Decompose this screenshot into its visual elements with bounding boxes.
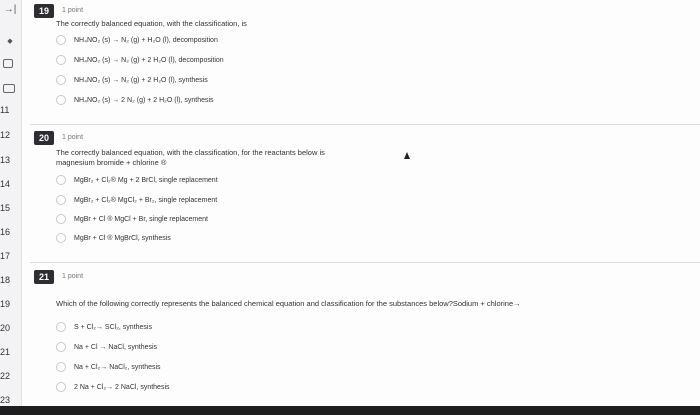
answer-option-label: S + Cl₂→ SCl₂, synthesis [74,323,152,331]
answer-option[interactable] [56,360,161,374]
question-number-badge: 21 [34,270,54,284]
sidebar-item-13[interactable]: 13 [0,155,11,165]
sidebar-item-11[interactable]: 11 [0,105,10,115]
answer-option[interactable] [56,340,157,354]
answer-option-label: NH₄NO₂ (s) → N₂ (g) + 2 H₂O (l), synthesis [74,76,208,84]
answer-option-label: Na + Cl → NaCl, synthesis [74,343,158,351]
answer-option[interactable] [56,231,171,245]
radio-button[interactable] [56,382,66,392]
answer-option-label: MgBr₂ + Cl₂® Mg + 2 BrCl, single replacement [74,176,218,184]
sidebar-item-19[interactable]: 19 [0,299,11,309]
question-number-badge: 19 [34,4,54,18]
question-divider [30,124,700,125]
answer-option-label: MgBr + Cl ® MgCl + Br, single replacement [74,215,208,223]
sidebar-item-16[interactable]: 16 [0,227,11,237]
question-points: 1 point [62,273,84,280]
sidebar-item-17[interactable]: 17 [0,251,11,261]
answer-option-label: MgBr₂ + Cl₂® MgCl₂ + Br₂, single replacement [74,196,218,204]
question-points: 1 point [62,7,84,14]
radio-button[interactable] [56,175,66,185]
answer-option-label: NH₄NO₂ (s) → 2 N₂ (g) + 2 H₂O (l), synthesis [74,96,214,104]
question-text: Which of the following correctly represents the balanced chemical equation and classification for the substances below?Sodium + chlorine→ [56,299,521,308]
answer-option-label: 2 Na + Cl₂→ 2 NaCl, synthesis [74,383,170,391]
radio-button[interactable] [56,322,66,332]
answer-option[interactable] [56,320,152,334]
question-points: 1 point [62,134,84,141]
bookmark-icon[interactable] [3,59,13,68]
answer-option[interactable] [56,73,208,87]
question-number-badge: 20 [34,131,54,145]
answer-option-label: NH₄NO₂ (s) → N₂ (g) + 2 H₂O (l), decomposition [74,56,224,64]
answer-option-label: NH₄NO₂ (s) → N₂ (g) + H₂O (l), decomposition [74,36,218,44]
sidebar-item-23[interactable]: 23 [0,395,11,405]
question-text-line2: magnesium bromide + chlorine ® [56,158,167,167]
radio-button[interactable] [56,195,66,205]
question-text: The correctly balanced equation, with the classification, for the reactants below is [56,148,325,157]
question-text: The correctly balanced equation, with the classification, is [56,19,247,28]
answer-option[interactable] [56,173,218,187]
sidebar-item-12[interactable]: 12 [0,130,11,140]
mouse-cursor-icon [404,152,410,159]
answer-option[interactable] [56,33,218,47]
radio-button[interactable] [56,362,66,372]
pin-icon[interactable]: ◆ [7,38,13,45]
sidebar-item-20[interactable]: 20 [0,323,11,333]
sidebar-item-15[interactable]: 15 [0,203,11,213]
sidebar-item-22[interactable]: 22 [0,371,11,381]
answer-option-label: MgBr + Cl ® MgBrCl, synthesis [74,234,171,242]
collapse-icon[interactable]: →| [3,4,17,15]
answer-option[interactable] [56,380,170,394]
answer-option-label: Na + Cl₂→ NaCl₂, synthesis [74,363,161,371]
radio-button[interactable] [56,95,66,105]
radio-button[interactable] [56,233,66,243]
radio-button[interactable] [56,55,66,65]
bottom-bezel [0,406,700,415]
sidebar-item-18[interactable]: 18 [0,275,11,285]
radio-button[interactable] [56,214,66,224]
answer-option[interactable] [56,93,214,107]
list-icon[interactable] [3,84,15,93]
sidebar-item-21[interactable]: 21 [0,347,11,357]
radio-button[interactable] [56,342,66,352]
sidebar-item-14[interactable]: 14 [0,179,11,189]
question-divider [30,262,700,263]
radio-button[interactable] [56,35,66,45]
answer-option[interactable] [56,193,217,207]
radio-button[interactable] [56,75,66,85]
left-sidebar [0,0,22,406]
answer-option[interactable] [56,53,224,67]
answer-option[interactable] [56,212,208,226]
